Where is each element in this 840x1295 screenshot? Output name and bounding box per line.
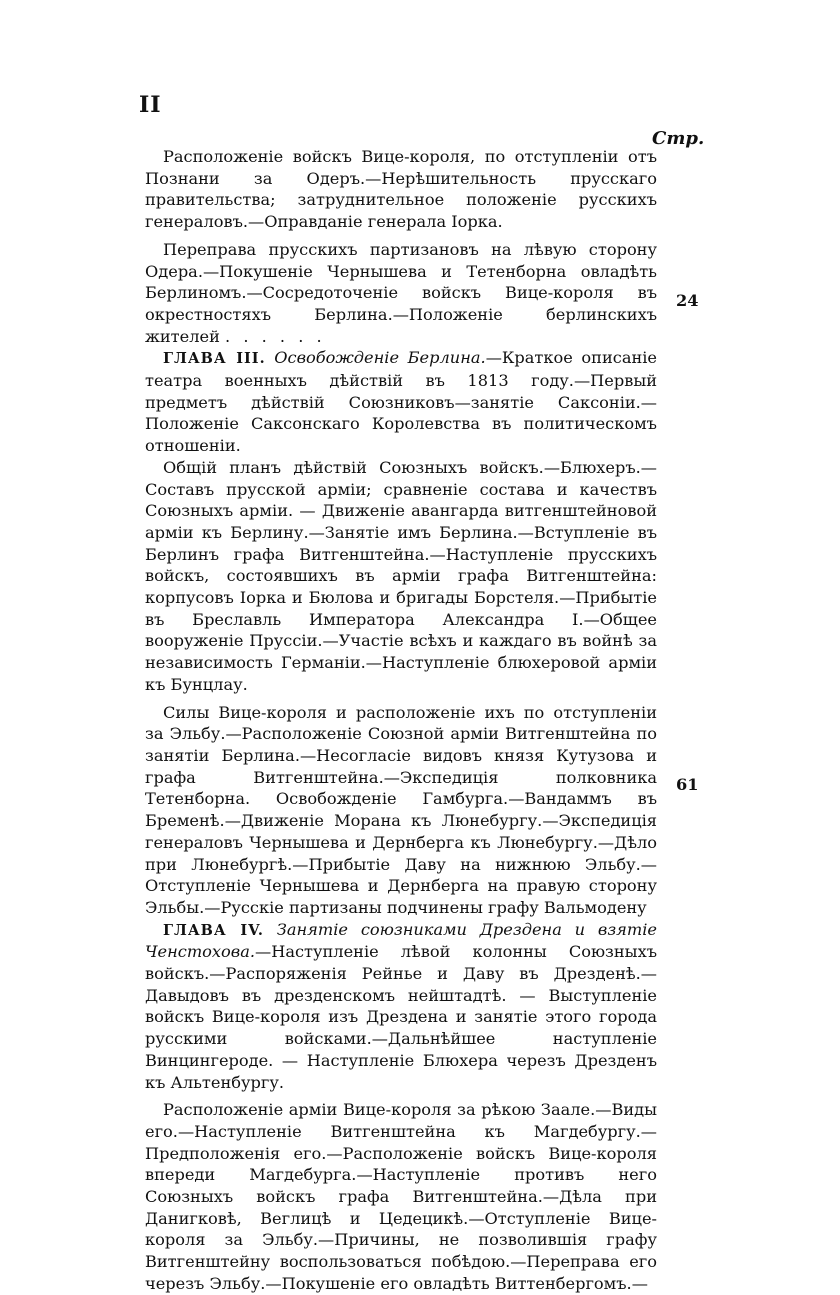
chapter-4-entry <box>145 919 657 1094</box>
toc-paragraph: Силы Вице-короля и расположеніе ихъ по отступленіи за Эльбу.—Расположеніе Союзной арміи Витгенштейна по занятіи Берлина.—Несогласіе видовъ князя Кутузова и графа Витгенштейна.—Экспедиція полковника Тетенборна. Освобожденіе Гамбурга.—Вандаммъ въ Бременѣ.—Движеніе Морана къ Люнебургу.—Экспедиція генераловъ Чернышева и Дернберга къ Люнебургу.—Дѣло при Люнебургѣ.—Прибытіе Даву на нижнюю Эльбу.—Отступленіе Чернышева и Дернберга на правую сторону Эльбы.—Русскіе партизаны подчинены графу Вальмодену <box>145 702 657 917</box>
table-of-contents <box>145 146 657 1295</box>
page-reference: 61 <box>676 775 699 794</box>
page-number: II <box>139 92 162 118</box>
toc-paragraph: Общій планъ дѣйствій Союзныхъ войскъ.—Блюхеръ.—Составъ прусской арміи; сравненіе состава и качествъ Союзныхъ арміи. — Движеніе авангарда витгенштейновой арміи къ Берлину.—Занятіе имъ Берлина.—Вступленіе въ Берлинъ графа Витгенштейна.—Наступленіе прусскихъ войскъ, состоявшихъ въ арміи графа Витгенштейна: корпусовъ Іорка и Бюлова и бригады Борстеля.—Прибытіе въ Бреславль Императора Александра I.—Общее вооруженіе Пруссіи.—Участіе всѣхъ и каждаго въ войнѣ за независимость Германіи.—Наступленіе блюхеровой арміи къ Бунцлау. <box>145 457 657 694</box>
toc-entry-text: Переправа прусскихъ партизановъ на лѣвую сторону Одера.—Покушеніе Чернышева и Тетенборна овладѣть Берлиномъ.—Сосредоточеніе войскъ Вице-короля въ окрестностяхъ Берлина.—Положеніе берлинскихъ жителей <box>145 239 657 346</box>
page-column-label: Стр. <box>652 128 705 149</box>
toc-paragraph: Расположеніе арміи Вице-короля за рѣкою Заале.—Виды его.—Наступленіе Витгенштейна къ Магдебургу.—Предположенія его.—Расположеніе войскъ Вице-короля впереди Магдебурга.—Наступленіе противъ него Союзныхъ войскъ графа Витгенштейна.—Дѣла при Данигковѣ, Веглицѣ и Цедецикѣ.—Отступленіе Вице-короля за Эльбу.—Причины, не позволившія графу Витгенштейну воспользоваться побѣдою.—Переправа его черезъ Эльбу.—Покушеніе его овладѣть Виттенбергомъ.— <box>145 1100 657 1293</box>
chapter-title: Освобожденіе Берлина. <box>274 348 486 368</box>
toc-paragraph: Расположеніе войскъ Вице-короля, по отступленіи отъ Познани за Одеръ.—Нерѣшительность прусскаго правительства; затруднительное положеніе русскихъ генераловъ.—Оправданіе генерала Іорка. <box>145 147 657 232</box>
chapter-label: ГЛАВА III. <box>163 350 266 368</box>
chapter-title: Занятіе союзниками Дрездена и взятіе Ченстохова. <box>145 919 657 962</box>
chapter-3-entry <box>145 347 657 457</box>
chapter-label: ГЛАВА IV. <box>163 921 264 939</box>
chapter-summary: —Наступленіе лѣвой колонны Союзныхъ войскъ.—Распоряженія Рейнье и Даву въ Дрезденѣ.—Давыдовъ въ дрезденскомъ нейштадтѣ. — Выступленіе войскъ Вице-короля изъ Дрездена и занятіе этого города русскими войсками.—Дальнѣйшее наступленіе Винцингероде. — Наступленіе Блюхера черезъ Дрезденъ къ Альтенбургу. <box>145 942 657 1092</box>
page-reference: 24 <box>676 291 699 310</box>
leader-dots: . . . . . . <box>225 326 326 346</box>
chapter-summary: —Краткое описаніе театра военныхъ дѣйствій въ 1813 году.—Первый предметъ дѣйствій Союзниковъ—занятіе Саксоніи.—Положеніе Саксонскаго Королевства въ политическомъ отношеніи. <box>145 348 658 456</box>
toc-paragraph <box>145 239 657 348</box>
